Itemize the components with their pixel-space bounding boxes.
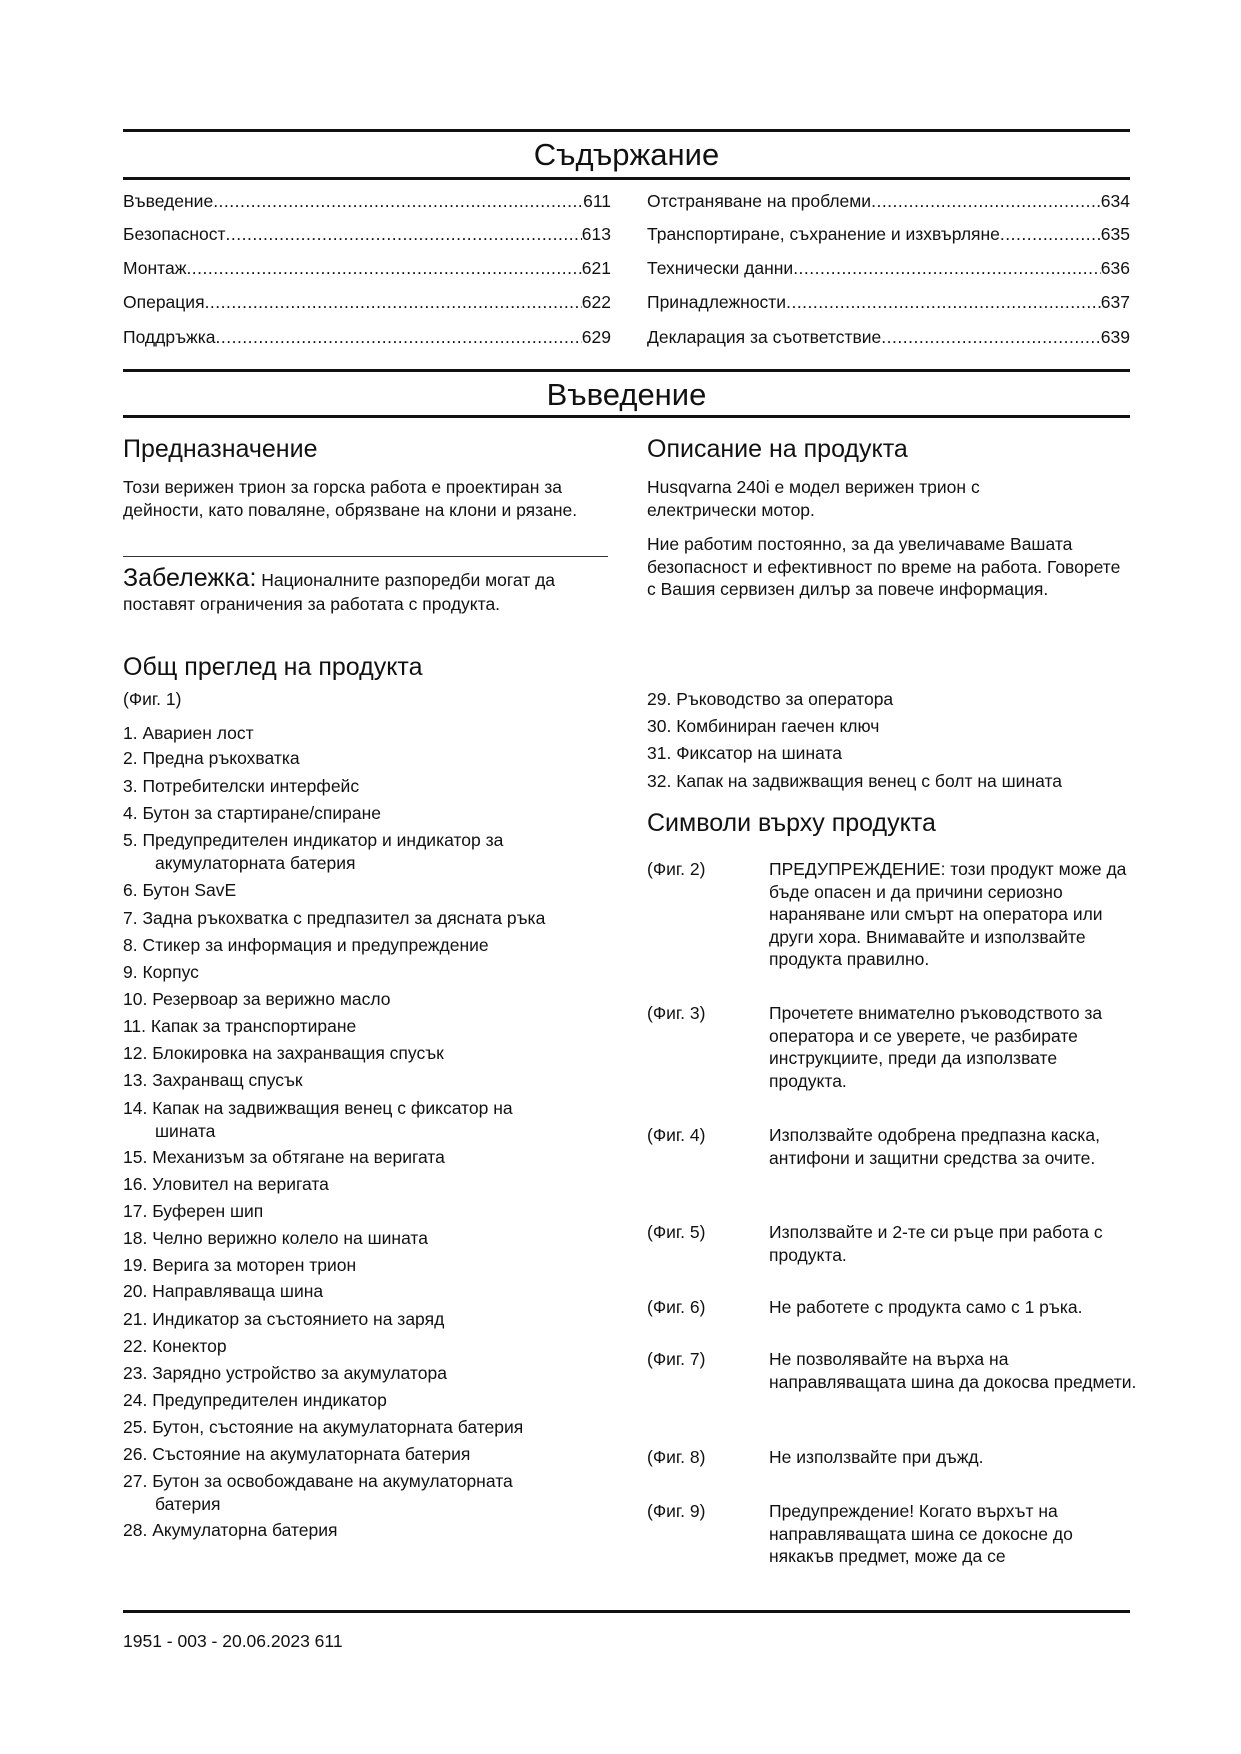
overview-heading: Общ преглед на продукта — [123, 653, 423, 681]
symbols-heading: Символи върху продукта — [647, 809, 936, 837]
symbol-fig-ref: (Фиг. 8) — [647, 1447, 706, 1467]
symbol-text: Не позволявайте на върха на направляващата шина да докосва предмети. — [769, 1349, 1137, 1392]
toc-entry-page: 634 — [1100, 191, 1130, 211]
toc-entry-page: 639 — [1100, 327, 1130, 347]
note-divider — [123, 556, 608, 557]
toc-entry[interactable] — [123, 223, 611, 245]
symbol-text: Не използвайте при дъжд. — [769, 1447, 984, 1467]
toc-entry-label: Операция — [123, 292, 205, 312]
list-item: 4. Бутон за стартиране/спиране — [123, 803, 382, 823]
note-block — [123, 566, 613, 616]
toc-entry-page: 622 — [581, 292, 611, 312]
list-item: 15. Механизъм за обтягане на веригата — [123, 1147, 445, 1167]
list-item: 16. Уловител на веригата — [123, 1174, 329, 1194]
toc-entry-page: 637 — [1100, 292, 1130, 312]
description-heading: Описание на продукта — [647, 435, 908, 463]
toc-entry-page: 636 — [1100, 258, 1130, 278]
toc-title-rule — [123, 177, 1130, 180]
list-item: 12. Блокировка на захранващия спусък — [123, 1043, 444, 1063]
toc-entry-label: Транспортиране, съхранение и изхвърляне — [647, 224, 1000, 244]
purpose-heading: Предназначение — [123, 435, 318, 463]
list-item: 28. Акумулаторна батерия — [123, 1520, 338, 1540]
toc-entry[interactable] — [647, 257, 1130, 279]
list-item: 9. Корпус — [123, 962, 199, 982]
list-item: 10. Резервоар за верижно масло — [123, 989, 391, 1009]
list-item: 3. Потребителски интерфейс — [123, 776, 360, 796]
toc-entry-page: 613 — [581, 224, 611, 244]
list-item: 29. Ръководство за оператора — [647, 689, 894, 709]
list-item: 6. Бутон SavE — [123, 880, 237, 900]
list-item: 22. Конектор — [123, 1336, 227, 1356]
toc-entry[interactable] — [123, 257, 611, 279]
symbol-fig-ref: (Фиг. 5) — [647, 1222, 706, 1242]
toc-entry[interactable] — [123, 291, 611, 313]
symbol-text: ПРЕДУПРЕЖДЕНИЕ: този продукт може да бъде опасен и да причини сериозно нараняване или смърт на оператора или други хора. Внимавайте и използвайте продукта правилно. — [769, 859, 1127, 969]
symbol-fig-ref: (Фиг. 2) — [647, 859, 706, 879]
page-footer: 1951 - 003 - 20.06.2023 611 — [123, 1631, 343, 1651]
toc-entry-label: Декларация за съответствие — [647, 327, 882, 347]
list-item: 13. Захранващ спусък — [123, 1070, 303, 1090]
toc-entry[interactable] — [647, 291, 1130, 313]
toc-entry[interactable] — [123, 326, 611, 348]
list-item: 26. Състояние на акумулаторната батерия — [123, 1444, 471, 1464]
list-item: 18. Челно верижно колело на шината — [123, 1228, 428, 1248]
list-item: 31. Фиксатор на шината — [647, 743, 843, 763]
list-item: 7. Задна ръкохватка с предпазител за дясната ръка — [123, 908, 546, 928]
symbol-text: Използвайте и 2-те си ръце при работа с продукта. — [769, 1222, 1103, 1265]
list-item: 17. Буферен шип — [123, 1201, 264, 1221]
toc-entry[interactable] — [647, 223, 1130, 245]
note-label: Забележка: — [123, 564, 257, 592]
intro-top-rule — [123, 369, 1130, 372]
intro-title: Въведение — [546, 377, 707, 412]
toc-entry-label: Безопасност — [123, 224, 226, 244]
toc-entry[interactable] — [123, 190, 611, 212]
toc-entry-page: 635 — [1100, 224, 1130, 244]
toc-entry-label: Принадлежности — [647, 292, 787, 312]
list-item: 19. Верига за моторен трион — [123, 1255, 357, 1275]
list-item: 11. Капак за транспортиране — [123, 1016, 357, 1036]
toc-entry[interactable] — [647, 190, 1130, 212]
list-item: 21. Индикатор за състоянието на заряд — [123, 1309, 445, 1329]
symbol-text: Не работете с продукта само с 1 ръка. — [769, 1297, 1083, 1317]
top-rule — [123, 129, 1130, 132]
toc-entry-label: Монтаж — [123, 258, 187, 278]
toc-entry-label: Отстраняване на проблеми — [647, 191, 872, 211]
symbol-fig-ref: (Фиг. 6) — [647, 1297, 706, 1317]
toc-entry-page: 621 — [581, 258, 611, 278]
symbol-fig-ref: (Фиг. 7) — [647, 1349, 706, 1369]
intro-title-rule — [123, 415, 1130, 418]
description-p1: Husqvarna 240i е модел верижен трион с електрически мотор. — [647, 477, 980, 520]
list-item: 20. Направляваща шина — [123, 1281, 324, 1301]
list-item: 2. Предна ръкохватка — [123, 748, 300, 768]
list-item: 23. Зарядно устройство за акумулатора — [123, 1363, 447, 1383]
note-text: Националните разпоредби могат да поставят ограничения за работата с продукта. — [123, 570, 556, 614]
toc-entry-page: 611 — [583, 191, 611, 211]
list-item: 5. Предупредителен индикатор и индикатор за акумулаторната батерия — [123, 830, 504, 873]
toc-title: Съдържание — [533, 137, 720, 172]
toc-entry-page: 629 — [581, 327, 611, 347]
list-item: 25. Бутон, състояние на акумулаторната батерия — [123, 1417, 524, 1437]
list-item: 14. Капак на задвижващия венец с фиксатор на шината — [123, 1098, 513, 1141]
footer-rule — [123, 1610, 1130, 1613]
list-item: 30. Комбиниран гаечен ключ — [647, 716, 880, 736]
symbol-fig-ref: (Фиг. 9) — [647, 1501, 706, 1521]
list-item: 27. Бутон за освобождаване на акумулаторната батерия — [123, 1471, 513, 1514]
symbol-text: Прочетете внимателно ръководството за оператора и се уверете, че разбирате инструкциите, преди да използвате продукта. — [769, 1003, 1103, 1091]
toc-entry-label: Технически данни — [647, 258, 794, 278]
description-p2: Ние работим постоянно, за да увеличаваме Вашата безопасност и ефективност по време на работа. Говорете с Вашия сервизен дилър за повече информация. — [647, 534, 1121, 599]
toc-entry-label: Въведение — [123, 191, 214, 211]
list-item: 1. Авариен лост — [123, 723, 254, 743]
symbol-fig-ref: (Фиг. 3) — [647, 1003, 706, 1023]
symbol-text: Използвайте одобрена предпазна каска, антифони и защитни средства за очите. — [769, 1125, 1100, 1168]
purpose-text: Този верижен трион за горска работа е проектиран за дейности, като поваляне, обрязване на клони и рязане. — [123, 477, 578, 520]
toc-entry-label: Поддръжка — [123, 327, 216, 347]
list-item: 32. Капак на задвижващия венец с болт на шината — [647, 771, 1063, 791]
overview-fig-ref: (Фиг. 1) — [123, 689, 182, 709]
symbol-text: Предупреждение! Когато върхът на направляващата шина се докосне до някакъв предмет, може да се — [769, 1501, 1073, 1566]
toc-entry[interactable] — [647, 326, 1130, 348]
list-item: 8. Стикер за информация и предупреждение — [123, 935, 489, 955]
list-item: 24. Предупредителен индикатор — [123, 1390, 387, 1410]
symbol-fig-ref: (Фиг. 4) — [647, 1125, 706, 1145]
